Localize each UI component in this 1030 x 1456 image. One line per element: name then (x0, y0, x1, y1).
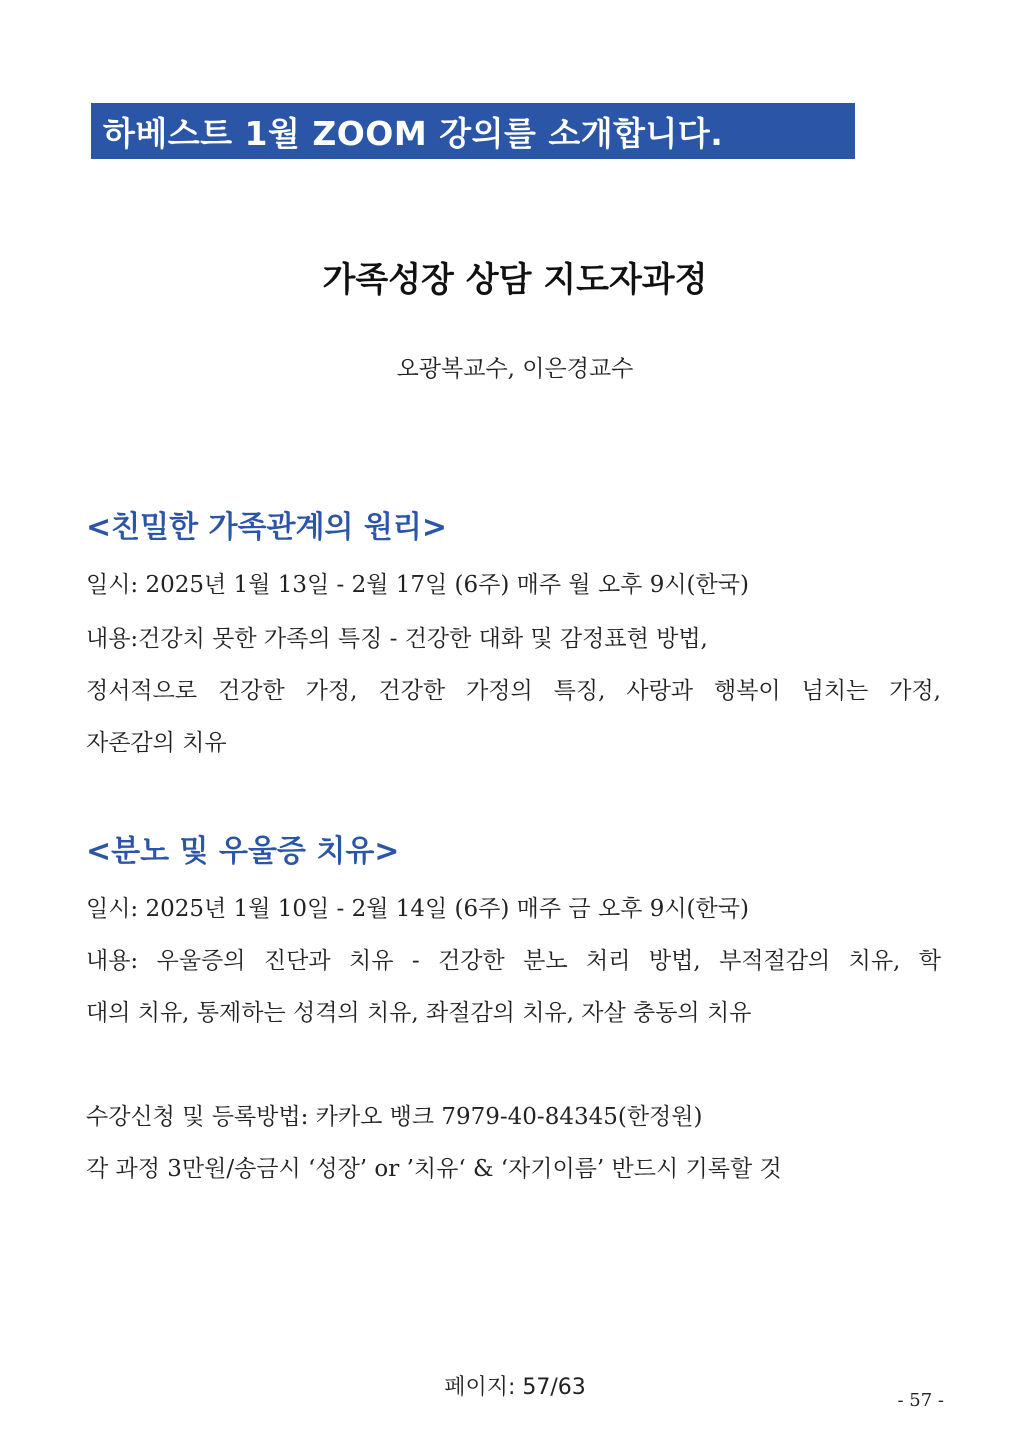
section-content-line: 정서적으로 건강한 가정, 건강한 가정의 특징, 사랑과 행복이 넘치는 가정, (86, 678, 941, 704)
section-content-line: 자존감의 치유 (86, 730, 227, 756)
registration-note: 각 과정 3만원/송금시 ‘성장’ or ’치유‘ & ‘자기이름’ 반드시 기록할 것 (86, 1156, 782, 1182)
registration-method: 수강신청 및 등록방법: 카카오 뱅크 7979-40-84345(한정원) (86, 1104, 703, 1130)
section-content-line: 내용: 우울증의 진단과 치유 - 건강한 분노 처리 방법, 부적절감의 치유, 학 (86, 948, 941, 974)
banner-title: 하베스트 1월 ZOOM 강의를 소개합니다. (103, 113, 724, 153)
section-schedule: 일시: 2025년 1월 10일 - 2월 14일 (6주) 매주 금 오후 9시(한국) (86, 896, 749, 922)
title-banner (91, 103, 855, 159)
section-heading-anger-depression: <분노 및 우울증 치유> (86, 834, 400, 869)
section-heading-family-relations: <친밀한 가족관계의 원리> (86, 510, 447, 545)
section-schedule: 일시: 2025년 1월 13일 - 2월 17일 (6주) 매주 월 오후 9시(한국) (86, 572, 749, 598)
page-label: 페이지: 57/63 (444, 1375, 586, 1400)
section-content-line: 대의 치유, 통제하는 성격의 치유, 좌절감의 치유, 자살 충동의 치유 (86, 1000, 752, 1026)
page-number: - 57 - (897, 1390, 944, 1411)
instructors: 오광복교수, 이은경교수 (396, 356, 634, 382)
section-content-line: 내용:건강치 못한 가족의 특징 - 건강한 대화 및 감정표현 방법, (86, 626, 708, 652)
course-title: 가족성장 상담 지도자과정 (322, 260, 708, 300)
